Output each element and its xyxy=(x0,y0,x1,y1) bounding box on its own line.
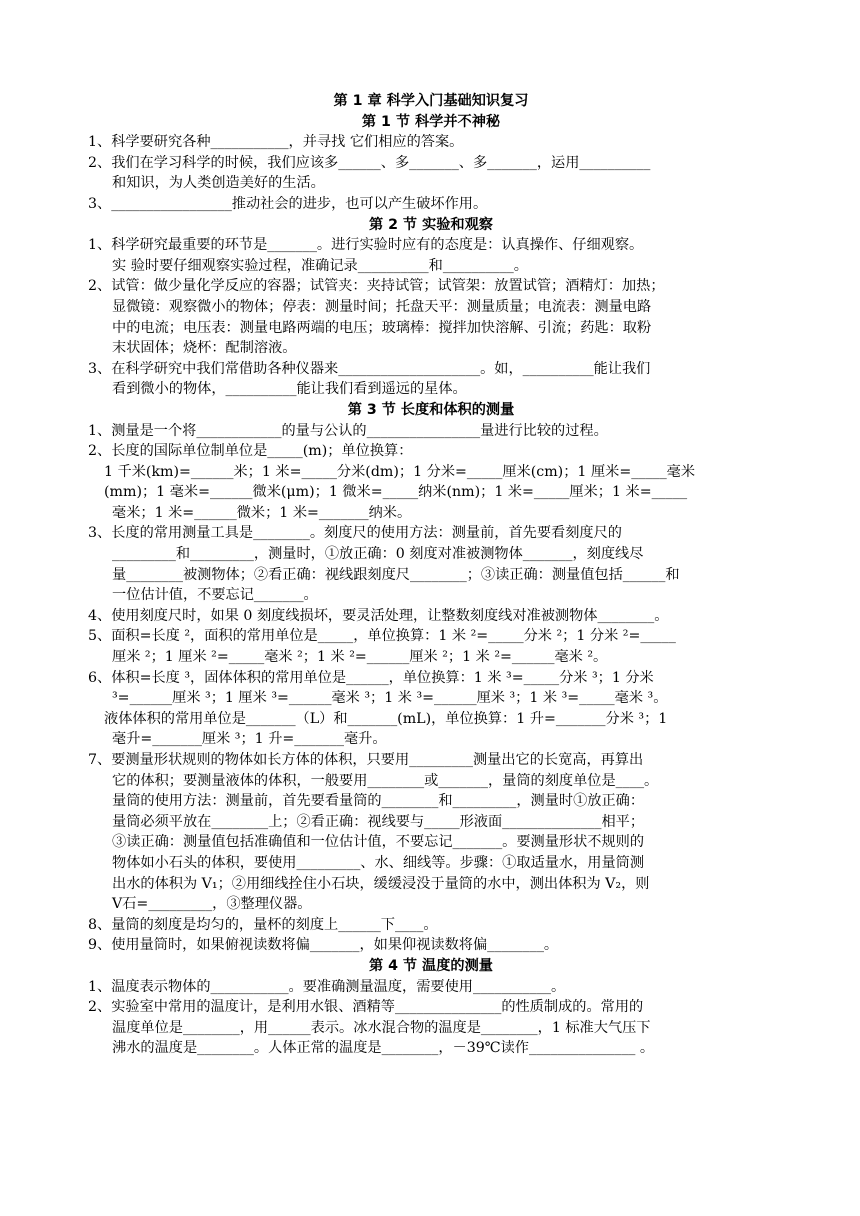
question-item: 2、我们在学习科学的时候，我们应该多______、多_______、多_______，运用__________ xyxy=(88,154,651,171)
question-item: 3、_________________推动社会的进步，也可以产生破坏作用。 xyxy=(88,195,488,212)
section-title: 第 1 节 科学并不神秘 xyxy=(361,113,501,130)
question-continuation: 温度单位是________，用______表示。冰水混合物的温度是________，1 标准大气压下 xyxy=(112,1019,651,1036)
question-continuation: 看到微小的物体，__________能让我们看到遥远的星体。 xyxy=(112,381,467,398)
question-item: 1、温度表示物体的___________。要准确测量温度，需要使用___________。 xyxy=(88,978,566,995)
question-continuation: 量筒的使用方法：测量前，首先要看量筒的________和_________，测量时①放正确： xyxy=(112,793,645,810)
question-item: 2、长度的国际单位制单位是_____(m)；单位换算： xyxy=(88,443,413,460)
question-item: 4、使用刻度尺时，如果 0 刻度线损坏，要灵活处理，让整数刻度线对准被测物体________。 xyxy=(88,607,669,624)
section-title: 第 3 节 长度和体积的测量 xyxy=(347,401,515,418)
section-title: 第 2 节 实验和观察 xyxy=(368,216,493,233)
question-item: 1、科学研究最重要的环节是_______。进行实验时应有的态度是：认真操作、仔细观察。 xyxy=(88,237,644,254)
question-continuation: 显微镜：观察微小的物体；停表：测量时间；托盘天平：测量质量；电流表：测量电路 xyxy=(112,298,652,315)
question-item: 7、要测量形状规则的物体如长方体的体积，只要用_________测量出它的长宽高，再算出 xyxy=(88,752,644,768)
question-continuation: 液体体积的常用单位是_______（L）和_______(mL)，单位换算：1 升=_______分米 ³；1 xyxy=(104,710,668,727)
question-item: 3、在科学研究中我们常借助各种仪器来____________________。如，__________能让我们 xyxy=(88,360,651,377)
question-continuation: 中的电流；电压表：测量电路两端的电压；玻璃棒：搅拌加快溶解、引流；药匙：取粉 xyxy=(112,319,652,336)
question-continuation: 厘米 ²；1 厘米 ²=_____毫米 ²；1 米 ²=______厘米 ²；1 米 ²=______毫米 ²。 xyxy=(112,649,608,666)
question-continuation: 沸水的温度是________。人体正常的温度是________，－39℃读作_______________ 。 xyxy=(112,1040,655,1057)
question-continuation: 1 千米(km)=______米；1 米=_____分米(dm)；1 分米=_____厘米(cm)；1 厘米=_____毫米 xyxy=(104,463,696,480)
question-continuation: 出水的体积为 V₁；②用细线拴住小石块，缓缓浸没于量筒的水中，测出体积为 V₂，则 xyxy=(112,875,650,892)
question-continuation: ③读正确：测量值包括准确值和一位估计值，不要忘记_______。要测量形状不规则的 xyxy=(112,834,645,851)
question-item: 8、量筒的刻度是均匀的，量杯的刻度上______下____。 xyxy=(88,916,438,933)
question-continuation: 量________被测物体；②看正确：视线跟刻度尺________；③读正确：测量值包括______和 xyxy=(112,566,680,583)
question-item: 2、试管：做少量化学反应的容器；试管夹：夹持试管；试管架：放置试管；酒精灯：加热； xyxy=(88,278,665,295)
chapter-title: 第 1 章 科学入门基础知识复习 xyxy=(333,93,529,109)
question-item: 1、科学要研究各种___________，并寻找 它们相应的答案。 xyxy=(88,134,464,151)
question-item: 1、测量是一个将____________的量与公认的________________量进行比较的过程。 xyxy=(88,422,608,439)
question-continuation: ³=______厘米 ³；1 厘米 ³=______毫米 ³；1 米 ³=______厘米 ³；1 米 ³=_____毫米 ³。 xyxy=(112,690,668,707)
question-continuation: 和知识，为人类创造美好的生活。 xyxy=(112,175,325,192)
section-title: 第 4 节 温度的测量 xyxy=(368,957,493,974)
question-item: 9、使用量筒时，如果俯视读数将偏_______，如果仰视读数将偏________。 xyxy=(88,937,559,954)
question-continuation: 量筒必须平放在________上；②看正确：视线要与_____形液面______________相平； xyxy=(112,813,645,830)
question-continuation: V石=_________，③整理仪器。 xyxy=(112,896,312,913)
question-continuation: 毫升=_______厘米 ³；1 升=_______毫升。 xyxy=(112,731,387,748)
question-item: 2、实验室中常用的温度计，是利用水银、酒精等_______________的性质制成的。常用的 xyxy=(88,999,644,1016)
question-item: 5、面积=长度 ²，面积的常用单位是_____，单位换算：1 米 ²=_____分米 ²；1 分米 ²=_____ xyxy=(88,628,676,645)
question-item: 3、长度的常用测量工具是________。刻度尺的使用方法：测量前，首先要看刻度尺的 xyxy=(88,525,622,542)
question-item: 6、体积=长度 ³，固体体积的常用单位是______，单位换算：1 米 ³=_____分米 ³；1 分米 xyxy=(88,669,654,686)
question-continuation: 一位估计值，不要忘记_______。 xyxy=(112,587,318,604)
question-continuation: _________和_________，测量时，①放正确：0 刻度对准被测物体_______，刻度线尽 xyxy=(112,546,644,563)
question-continuation: 实 验时要仔细观察实验过程，准确记录__________和__________。 xyxy=(112,257,528,274)
question-continuation: 毫米；1 米=______微米；1 米=_______纳米。 xyxy=(112,504,412,521)
question-continuation: 物体如小石头的体积，要使用_________、水、细线等。步骤：①取适量水，用量筒测 xyxy=(112,854,645,871)
question-continuation: 它的体积；要测量液体的体积，一般要用________或_______，量筒的刻度单位是____。 xyxy=(112,772,659,789)
document-body xyxy=(88,89,774,1059)
question-continuation: (mm)；1 毫米=______微米(μm)；1 微米=_____纳米(nm)；1 米=_____厘米；1 米=_____ xyxy=(104,484,688,501)
question-continuation: 末状固体；烧杯：配制溶液。 xyxy=(112,340,297,357)
